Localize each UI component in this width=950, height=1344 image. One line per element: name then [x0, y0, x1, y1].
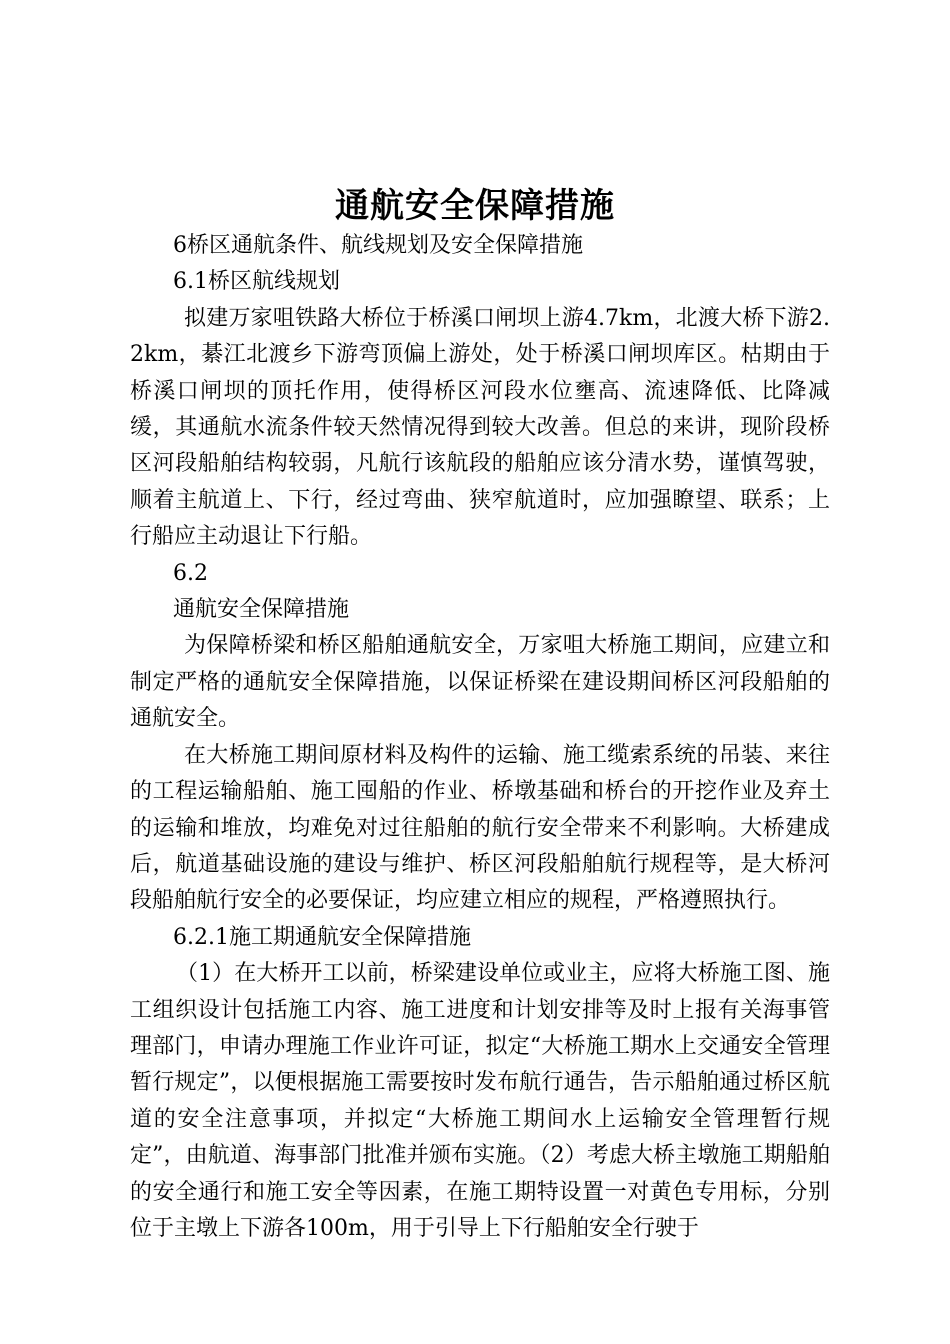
section-heading-6-2-1: 6.2.1施工期通航安全保障措施	[173, 924, 471, 950]
paragraph-safety-measures-intro: 为保障桥梁和桥区船舶通航安全，万家咀大桥施工期间，应建立和制定严格的通航安全保障措施，以保证桥梁在建设期间桥区河段船舶的通航安全。	[130, 633, 830, 732]
paragraph-construction-period-measures: （1）在大桥开工以前，桥梁建设单位或业主，应将大桥施工图、施工组织设计包括施工内容、施工进度和计划安排等及时上报有关海事管理部门，申请办理施工作业许可证，拟定“大桥施工期水上交通安全管理暂行规定”，以便根据施工需要按时发布航行通告，告示船舶通过桥区航道的安全注意事项，并拟定“大桥施工期间水上运输安全管理暂行规定”，由航道、海事部门批准并颁布实施。（2）考虑大桥主墩施工期船舶的安全通行和施工安全等因素，在施工期特设置一对黄色专用标，分别位于主墩上下游各100m，用于引导上下行船舶安全行驶于	[130, 961, 830, 1241]
paragraph-construction-impact: 在大桥施工期间原材料及构件的运输、施工缆索系统的吊装、来往的工程运输船舶、施工囤船的作业、桥墩基础和桥台的开挖作业及弃土的运输和堆放，均难免对过往船舶的航行安全带来不利影响。大桥建成后，航道基础设施的建设与维护、桥区河段船舶航行规程等，是大桥河段船舶航行安全的必要保证，均应建立相应的规程，严格遵照执行。	[130, 742, 830, 914]
section-heading-6-2-text: 通航安全保障措施	[173, 597, 350, 623]
document-body	[130, 228, 830, 1247]
section-heading-6-2-number: 6.2	[173, 560, 208, 586]
paragraph-route-planning: 拟建万家咀铁路大桥位于桥溪口闸坝上游4.7km，北渡大桥下游2.2km，綦江北渡乡下游弯顶偏上游处，处于桥溪口闸坝库区。枯期由于桥溪口闸坝的顶托作用，使得桥区河段水位壅高、流速降低、比降减缓，其通航水流条件较天然情况得到较大改善。但总的来讲，现阶段桥区河段船舶结构较弱，凡航行该航段的船舶应该分清水势，谨慎驾驶，顺着主航道上、下行，经过弯曲、狭窄航道时，应加强瞭望、联系；上行船应主动退让下行船。	[130, 305, 830, 550]
section-heading-6: 6桥区通航条件、航线规划及安全保障措施	[173, 233, 583, 258]
section-heading-6-1: 6.1桥区航线规划	[173, 269, 340, 295]
document-title: 通航安全保障措施	[335, 186, 615, 226]
